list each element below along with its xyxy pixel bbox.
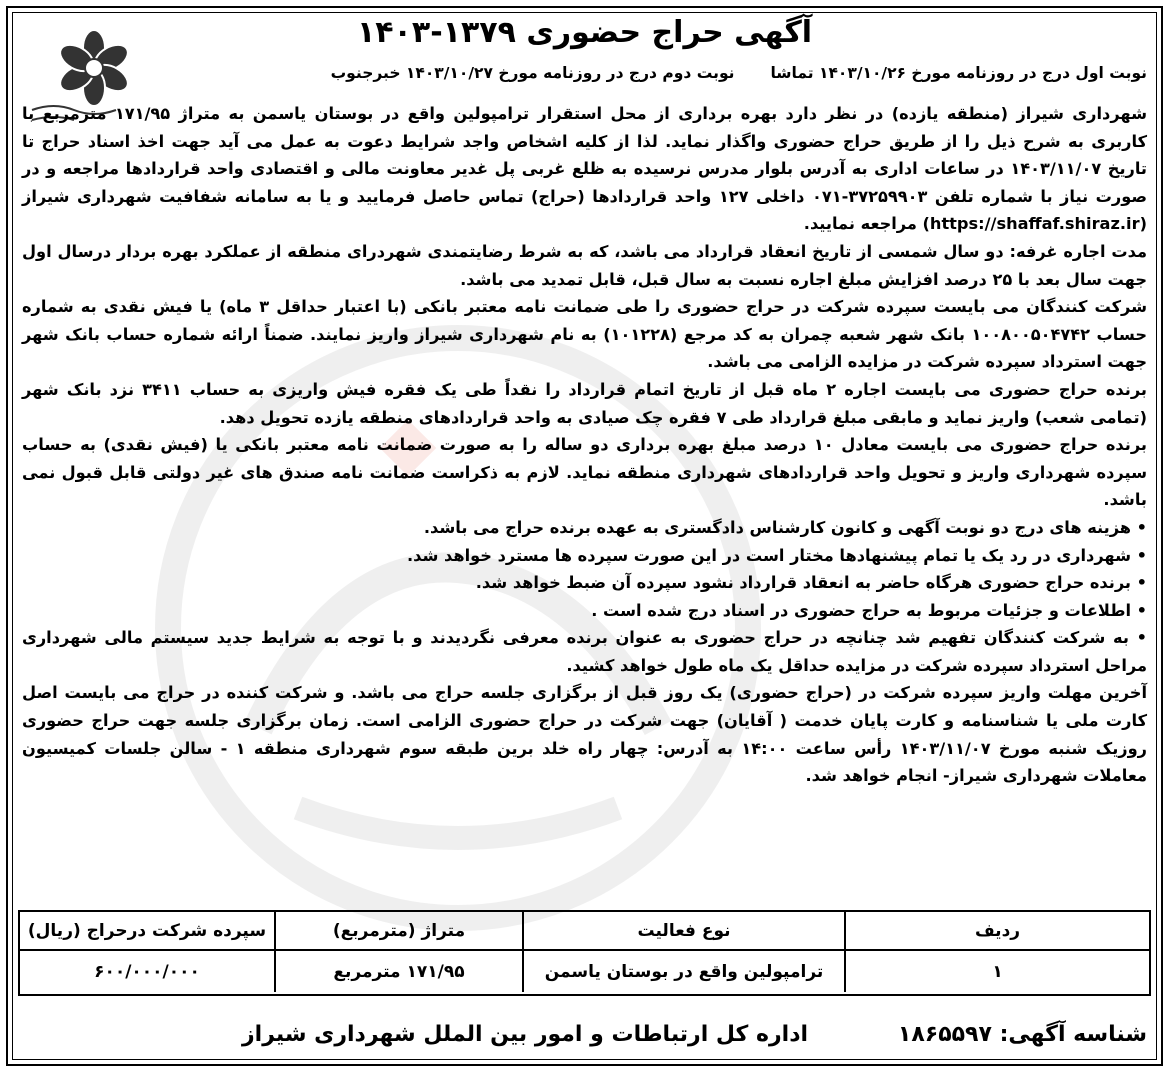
table-header-area: متراژ (مترمربع) <box>274 912 522 951</box>
bullet-item: • شهرداری در رد یک یا تمام پیشنهادها مختار است در این صورت سپرده ها مسترد خواهد شد. <box>22 542 1147 570</box>
ad-frame <box>6 6 1163 1066</box>
table-header-deposit: سپرده شرکت درحراج (ریال) <box>20 912 274 951</box>
paragraph: مدت اجاره غرفه: دو سال شمسی از تاریخ انعقاد قرارداد می باشد، که به شرط رضایتمندی شهردرای منطقه از عملکرد بهره بردار درسال اول جهت سال بعد با ۲۵ درصد افزایش مبلغ اجاره نسبت به سال قبل، قابل تمدید می باشد. <box>22 241 1147 289</box>
table-cell-row: ۱ <box>844 951 1149 992</box>
table-header-activity: نوع فعالیت <box>522 912 844 951</box>
table-header-row: ردیف <box>844 912 1149 951</box>
table-cell-deposit: ۶۰۰/۰۰۰/۰۰۰ <box>94 961 200 982</box>
ad-id: شناسه آگهی: ۱۸۶۵۵۹۷ <box>897 1021 1147 1047</box>
bullet-item: • هزینه های درج دو نوبت آگهی و کانون کارشناس دادگستری به عهده برنده حراج می باشد. <box>22 514 1147 542</box>
paragraph: برنده حراج حضوری می بایست معادل ۱۰ درصد مبلغ بهره برداری دو ساله را به صورت ضمانت نامه معتبر بانکی یا (فیش نقدی) به حساب سپرده شهرداری واریز و تحویل واحد قراردادهای شهرداری منطقه نماید. لازم به ذکراست ضمانت نامه صندق های غیر دولتی قابل قبول نمی باشد. <box>22 435 1147 510</box>
paragraph: برنده حراج حضوری می بایست اجاره ۲ ماه قبل از تاریخ اتمام قرارداد را نقداً طی یک فقره فیش واریزی به حساب ۳۴۱۱ نزد بانک شهر (تمامی شعب) واریز نماید و مابقی مبلغ قرارداد طی ۷ فقره چک صیادی به واحد قراردادهای منطقه یازده تحویل دهد. <box>22 379 1147 427</box>
bullet-item: • به شرکت کنندگان تفهیم شد چنانچه در حراج حضوری به عنوان برنده معرفی نگردیدند و با توجه به شرایط جدید سیستم مالی شهرداری مراحل استرداد سپرده شرکت در مزایده حداقل یک ماه طول خواهد کشید. <box>22 624 1147 679</box>
ad-title: آگهی حراج حضوری ۱۳۷۹-۱۴۰۳ <box>356 15 813 50</box>
paragraph: شرکت کنندگان می بایست سپرده شرکت در حراج حضوری را طی ضمانت نامه معتبر بانکی (با اعتبار حداقل ۳ ماه) یا فیش نقدی به شماره حساب ۱۰۰۸۰۰۵۰۴۷۴۲ بانک شهر شعبه چمران به کد مرجع (۱۰۱۲۲۸) به نام شهرداری شیراز واریز نمایند. ضمناً ارائه شماره حساب بانک شهر جهت استرداد سپرده شرکت در مزایده الزامی می باشد. <box>22 297 1148 372</box>
table-cell-area: ۱۷۱/۹۵ مترمربع <box>274 951 522 992</box>
bullet-item: • برنده حراج حضوری هرگاه حاضر به انعقاد قرارداد نشود سپرده آن ضبط خواهد شد. <box>22 569 1147 597</box>
ad-footer <box>22 1012 1147 1056</box>
paragraph: شهرداری شیراز (منطقه یازده) در نظر دارد بهره برداری از محل استقرار ترامپولین واقع در بوستان یاسمن به متراژ ۱۷۱/۹۵ مترمربع با کاربری به شرح ذیل را از طریق حراج حضوری واگذار نماید. لذا از کلیه اشخاص واجد شرایط دعوت به عمل می آید جهت اخذ اسناد حراج تا تاریخ ۱۴۰۳/۱۱/۰۷ در ساعات اداری به آدرس بلوار مدرس نرسیده به ظلع غربی پل غدیر معاونت مالی و اقتصادی واحد قراردادها مراجعه و در صورت نیاز با شماره تلفن ۳۷۲۵۹۹۰۳-۰۷۱ داخلی ۱۲۷ واحد قراردادها (حراج) تماس حاصل فرمایید و یا به سامانه شفافیت شهرداری شیراز (https://shaffaf.shiraz.ir) مراجعه نمایید. <box>22 104 1147 234</box>
publish-second: نوبت دوم درج در روزنامه مورخ ۱۴۰۳/۱۰/۲۷ خبرجنوب <box>330 64 735 82</box>
closing-paragraph: آخرین مهلت واریز سپرده شرکت در (حراج حضوری) یک روز قبل از برگزاری جلسه حراج می باشد. و شرکت کننده در حراج می بایست اصل کارت ملی یا شناسنامه و کارت پایان خدمت ( آقایان) جهت شرکت در حراج حضوری الزامی است. زمان برگزاری جلسه جهت حراج حضوری روزیک شنبه مورخ ۱۴۰۳/۱۱/۰۷ رأس ساعت ۱۴:۰۰ به آدرس: چهار راه خلد برین طبقه سوم شهرداری منطقه ۱ - سالن جلسات کمیسیون معاملات شهرداری شیراز- انجام خواهد شد. <box>22 683 1147 786</box>
publish-dates <box>158 62 1147 84</box>
bullet-item: • اطلاعات و جزئیات مربوط به حراج حضوری در اسناد درج شده است . <box>22 597 1147 625</box>
table-cell-activity: ترامپولین واقع در بوستان یاسمن <box>522 951 844 992</box>
publish-first: نوبت اول درج در روزنامه مورخ ۱۴۰۳/۱۰/۲۶ تماشا <box>770 64 1147 82</box>
auction-table <box>18 910 1151 996</box>
issuing-org: اداره کل ارتباطات و امور بین الملل شهرداری شیراز <box>242 1021 809 1047</box>
ad-body <box>22 100 1147 790</box>
